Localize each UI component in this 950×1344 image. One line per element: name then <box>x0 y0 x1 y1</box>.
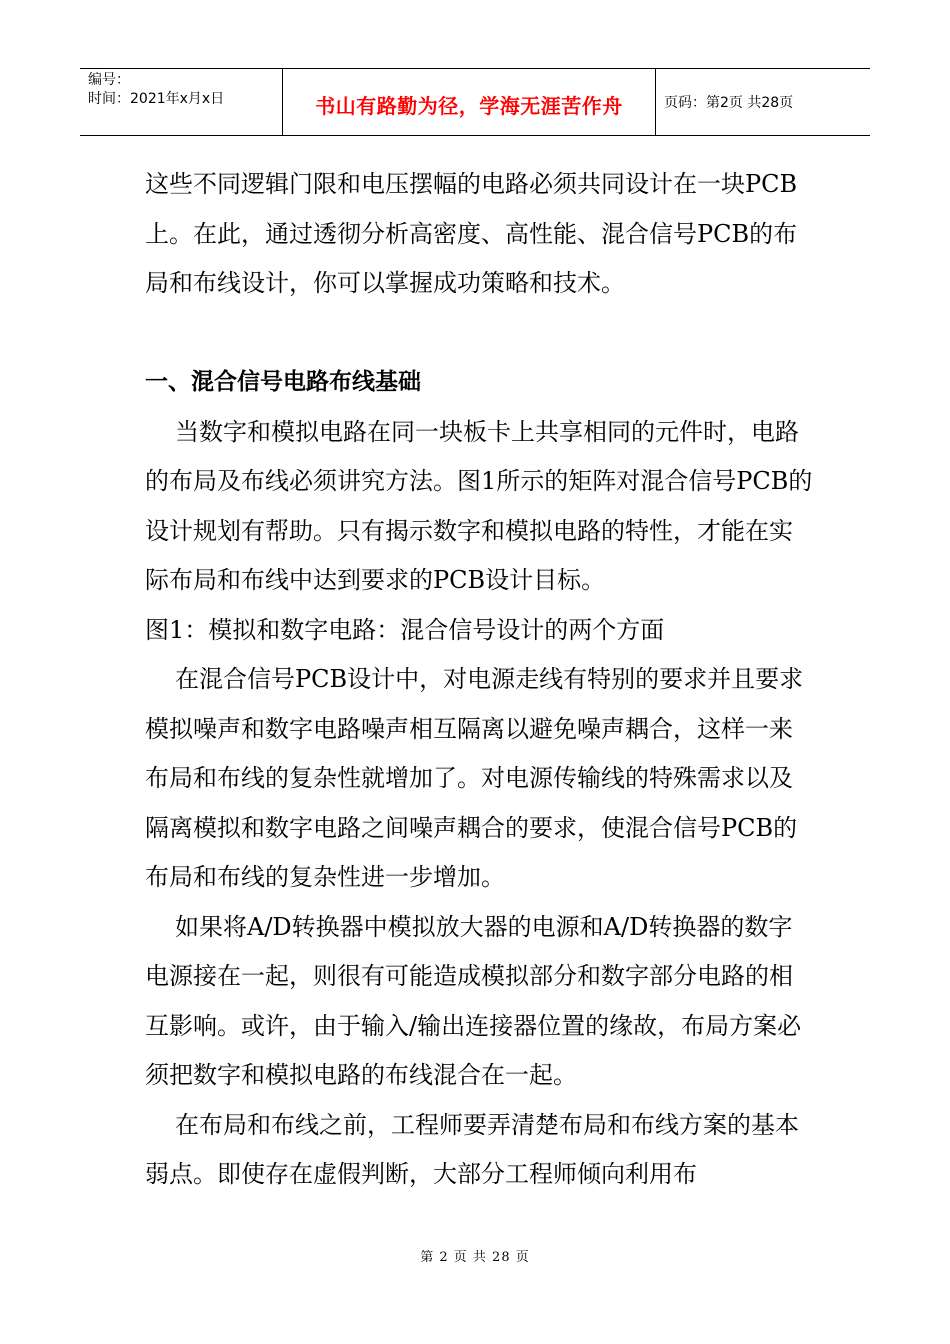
paragraph-2: 当数字和模拟电路在同一块板卡上共享相同的元件时，电路的布局及布线必须讲究方法。图1所示的矩阵对混合信号PCB的设计规划有帮助。只有揭示数字和模拟电路的特性，才能在实际布局和布线中达到要求的PCB设计目标。 <box>145 417 813 594</box>
document-number-label: 编号： <box>88 72 130 88</box>
header-motto: 书山有路勤为径，学海无涯苦作舟 <box>315 93 623 118</box>
figure-caption: 图1：模拟和数字电路：混合信号设计的两个方面 <box>145 615 665 644</box>
paragraph-1: 这些不同逻辑门限和电压摆幅的电路必须共同设计在一块PCB上。在此，通过透彻分析高密度、高性能、混合信号PCB的布局和布线设计，你可以掌握成功策略和技术。 <box>145 170 798 297</box>
page-header <box>80 68 870 136</box>
header-page-cell <box>656 69 870 135</box>
page-footer: 第 2 页 共 28 页 <box>420 1250 530 1265</box>
header-info-cell <box>80 69 283 135</box>
paragraph-3: 在混合信号PCB设计中，对电源走线有特别的要求并且要求模拟噪声和数字电路噪声相互隔离以避免噪声耦合，这样一来布局和布线的复杂性就增加了。对电源传输线的特殊需求以及隔离模拟和数字电路之间噪声耦合的要求，使混合信号PCB的布局和布线的复杂性进一步增加。 <box>145 665 804 891</box>
paragraph-5: 在布局和布线之前，工程师要弄清楚布局和布线方案的基本弱点。即使存在虚假判断，大部分工程师倾向利用布 <box>145 1110 799 1188</box>
header-motto-cell <box>283 69 656 135</box>
paragraph-4: 如果将A/D转换器中模拟放大器的电源和A/D转换器的数字电源接在一起，则很有可能造成模拟部分和数字部分电路的相互影响。或许，由于输入/输出连接器位置的缘故，布局方案必须把数字和模拟电路的布线混合在一起。 <box>145 912 802 1089</box>
header-page-info: 页码：第2页 共28页 <box>664 95 794 111</box>
document-body <box>145 160 815 1200</box>
document-date-label: 时间：2021年x月x日 <box>88 91 225 107</box>
paragraph-spacer <box>145 309 815 359</box>
section-heading: 一、混合信号电路布线基础 <box>145 369 421 395</box>
